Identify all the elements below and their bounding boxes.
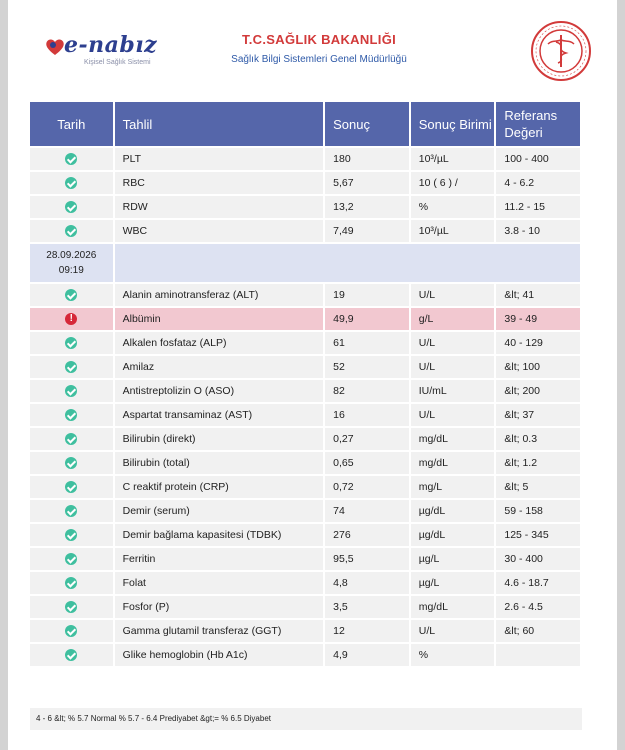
status-cell (30, 404, 113, 426)
test-name-cell: PLT (115, 148, 324, 170)
unit-cell: % (411, 196, 495, 218)
test-name-cell: Glike hemoglobin (Hb A1c) (115, 644, 324, 666)
result-cell: 49,9 (325, 308, 409, 330)
table-row (30, 524, 580, 546)
test-name-cell: Demir (serum) (115, 500, 324, 522)
reference-cell: 100 - 400 (496, 148, 580, 170)
result-cell: 7,49 (325, 220, 409, 242)
reference-cell: &lt; 37 (496, 404, 580, 426)
column-header-unit: Sonuç Birimi (411, 102, 495, 146)
unit-cell: U/L (411, 404, 495, 426)
unit-cell: mg/L (411, 476, 495, 498)
check-circle-icon (65, 289, 77, 301)
result-cell: 12 (325, 620, 409, 642)
result-cell: 52 (325, 356, 409, 378)
table-row (30, 404, 580, 426)
reference-cell: 2.6 - 4.5 (496, 596, 580, 618)
test-name-cell: RDW (115, 196, 324, 218)
check-circle-icon (65, 385, 77, 397)
table-row (30, 500, 580, 522)
unit-cell: mg/dL (411, 596, 495, 618)
reference-cell: &lt; 41 (496, 284, 580, 306)
table-row (30, 220, 580, 242)
result-cell: 0,72 (325, 476, 409, 498)
table-row (30, 428, 580, 450)
status-cell (30, 220, 113, 242)
logo-subtitle: Kişisel Sağlık Sistemi (84, 59, 151, 66)
table-row (30, 596, 580, 618)
reference-cell: &lt; 1.2 (496, 452, 580, 474)
test-name-cell: Antistreptolizin O (ASO) (115, 380, 324, 402)
check-circle-icon (65, 481, 77, 493)
status-cell (30, 452, 113, 474)
reference-cell (496, 644, 580, 666)
status-cell (30, 196, 113, 218)
status-cell (30, 524, 113, 546)
result-cell: 13,2 (325, 196, 409, 218)
status-cell (30, 572, 113, 594)
ministry-title: T.C.SAĞLIK BAKANLIĞI (241, 32, 397, 47)
table-row (30, 356, 580, 378)
test-name-cell: Fosfor (P) (115, 596, 324, 618)
unit-cell: U/L (411, 284, 495, 306)
test-name-cell: Bilirubin (total) (115, 452, 324, 474)
table-row (30, 196, 580, 218)
test-name-cell: RBC (115, 172, 324, 194)
status-cell (30, 644, 113, 666)
test-name-cell: Demir bağlama kapasitesi (TDBK) (115, 524, 324, 546)
check-circle-icon (65, 361, 77, 373)
status-cell (30, 380, 113, 402)
table-row (30, 148, 580, 170)
status-cell (30, 172, 113, 194)
test-name-cell: Albümin (115, 308, 324, 330)
unit-cell: g/L (411, 308, 495, 330)
reference-cell: 40 - 129 (496, 332, 580, 354)
ministry-heading (158, 32, 480, 65)
reference-cell: &lt; 200 (496, 380, 580, 402)
unit-cell: U/L (411, 620, 495, 642)
reference-cell: 4 - 6.2 (496, 172, 580, 194)
result-cell: 95,5 (325, 548, 409, 570)
ministry-subtitle: Sağlık Bilgi Sistemleri Genel Müdürlüğü (231, 54, 407, 65)
status-cell (30, 596, 113, 618)
ministry-seal-icon (530, 20, 592, 82)
result-cell: 19 (325, 284, 409, 306)
result-cell: 3,5 (325, 596, 409, 618)
result-cell: 0,65 (325, 452, 409, 474)
check-circle-icon (65, 177, 77, 189)
table-row (30, 548, 580, 570)
status-cell (30, 308, 113, 330)
result-cell: 16 (325, 404, 409, 426)
date-cell (30, 244, 113, 282)
result-cell: 5,67 (325, 172, 409, 194)
reference-cell: 30 - 400 (496, 548, 580, 570)
status-cell (30, 500, 113, 522)
check-circle-icon (65, 153, 77, 165)
test-name-cell: Ferritin (115, 548, 324, 570)
reference-cell: 59 - 158 (496, 500, 580, 522)
check-circle-icon (65, 529, 77, 541)
table-row (30, 476, 580, 498)
date-value: 28.09.2026 (46, 250, 97, 261)
result-cell: 74 (325, 500, 409, 522)
status-cell (30, 548, 113, 570)
reference-cell: 4.6 - 18.7 (496, 572, 580, 594)
column-header-test: Tahlil (115, 102, 324, 146)
column-header-reference: Referans Değeri (496, 102, 580, 146)
table-row (30, 332, 580, 354)
table-row (30, 644, 580, 666)
reference-cell: &lt; 0.3 (496, 428, 580, 450)
result-cell: 4,8 (325, 572, 409, 594)
date-group-row (30, 244, 580, 282)
table-row (30, 284, 580, 306)
table-row (30, 308, 580, 330)
unit-cell: mg/dL (411, 452, 495, 474)
status-cell (30, 428, 113, 450)
status-cell (30, 148, 113, 170)
status-cell (30, 620, 113, 642)
check-circle-icon (65, 201, 77, 213)
table-body (30, 148, 580, 666)
status-cell (30, 356, 113, 378)
check-circle-icon (65, 505, 77, 517)
reference-cell: &lt; 100 (496, 356, 580, 378)
unit-cell: µg/L (411, 572, 495, 594)
table-row (30, 380, 580, 402)
test-name-cell: Alkalen fosfataz (ALP) (115, 332, 324, 354)
reference-cell: 3.8 - 10 (496, 220, 580, 242)
check-circle-icon (65, 601, 77, 613)
check-circle-icon (65, 553, 77, 565)
unit-cell: 10³/µL (411, 148, 495, 170)
test-name-cell: Gamma glutamil transferaz (GGT) (115, 620, 324, 642)
reference-footnote: 4 - 6 &lt; % 5.7 Normal % 5.7 - 6.4 Prediyabet &gt;= % 6.5 Diyabet (30, 708, 582, 730)
table-header-row (30, 102, 580, 146)
check-circle-icon (65, 433, 77, 445)
reference-cell: 125 - 345 (496, 524, 580, 546)
reference-cell: &lt; 60 (496, 620, 580, 642)
enabiz-logo (44, 32, 164, 72)
time-value: 09:19 (58, 265, 84, 276)
check-circle-icon (65, 625, 77, 637)
unit-cell: IU/mL (411, 380, 495, 402)
status-cell (30, 284, 113, 306)
date-row-spacer (115, 244, 580, 282)
column-header-date: Tarih (30, 102, 113, 146)
test-name-cell: Alanin aminotransferaz (ALT) (115, 284, 324, 306)
unit-cell: µg/dL (411, 500, 495, 522)
alert-icon: ! (65, 313, 77, 325)
check-circle-icon (65, 225, 77, 237)
check-circle-icon (65, 457, 77, 469)
check-circle-icon (65, 337, 77, 349)
check-circle-icon (65, 649, 77, 661)
column-header-result: Sonuç (325, 102, 409, 146)
status-cell (30, 332, 113, 354)
lab-results-table (28, 100, 582, 668)
test-name-cell: Aspartat transaminaz (AST) (115, 404, 324, 426)
table-row (30, 452, 580, 474)
test-name-cell: Amilaz (115, 356, 324, 378)
reference-cell: &lt; 5 (496, 476, 580, 498)
result-cell: 61 (325, 332, 409, 354)
unit-cell: mg/dL (411, 428, 495, 450)
unit-cell: % (411, 644, 495, 666)
result-cell: 4,9 (325, 644, 409, 666)
result-cell: 82 (325, 380, 409, 402)
table-row (30, 572, 580, 594)
unit-cell: µg/L (411, 548, 495, 570)
unit-cell: µg/dL (411, 524, 495, 546)
test-name-cell: WBC (115, 220, 324, 242)
result-cell: 180 (325, 148, 409, 170)
check-circle-icon (65, 409, 77, 421)
result-cell: 276 (325, 524, 409, 546)
unit-cell: 10 ( 6 ) / (411, 172, 495, 194)
result-cell: 0,27 (325, 428, 409, 450)
reference-cell: 39 - 49 (496, 308, 580, 330)
check-circle-icon (65, 577, 77, 589)
unit-cell: U/L (411, 356, 495, 378)
status-cell (30, 476, 113, 498)
test-name-cell: Folat (115, 572, 324, 594)
unit-cell: 10³/µL (411, 220, 495, 242)
logo-text: e-nabız (64, 32, 158, 58)
unit-cell: U/L (411, 332, 495, 354)
table-row (30, 172, 580, 194)
heart-icon (44, 36, 66, 58)
reference-cell: 11.2 - 15 (496, 196, 580, 218)
test-name-cell: Bilirubin (direkt) (115, 428, 324, 450)
test-name-cell: C reaktif protein (CRP) (115, 476, 324, 498)
table-row (30, 620, 580, 642)
